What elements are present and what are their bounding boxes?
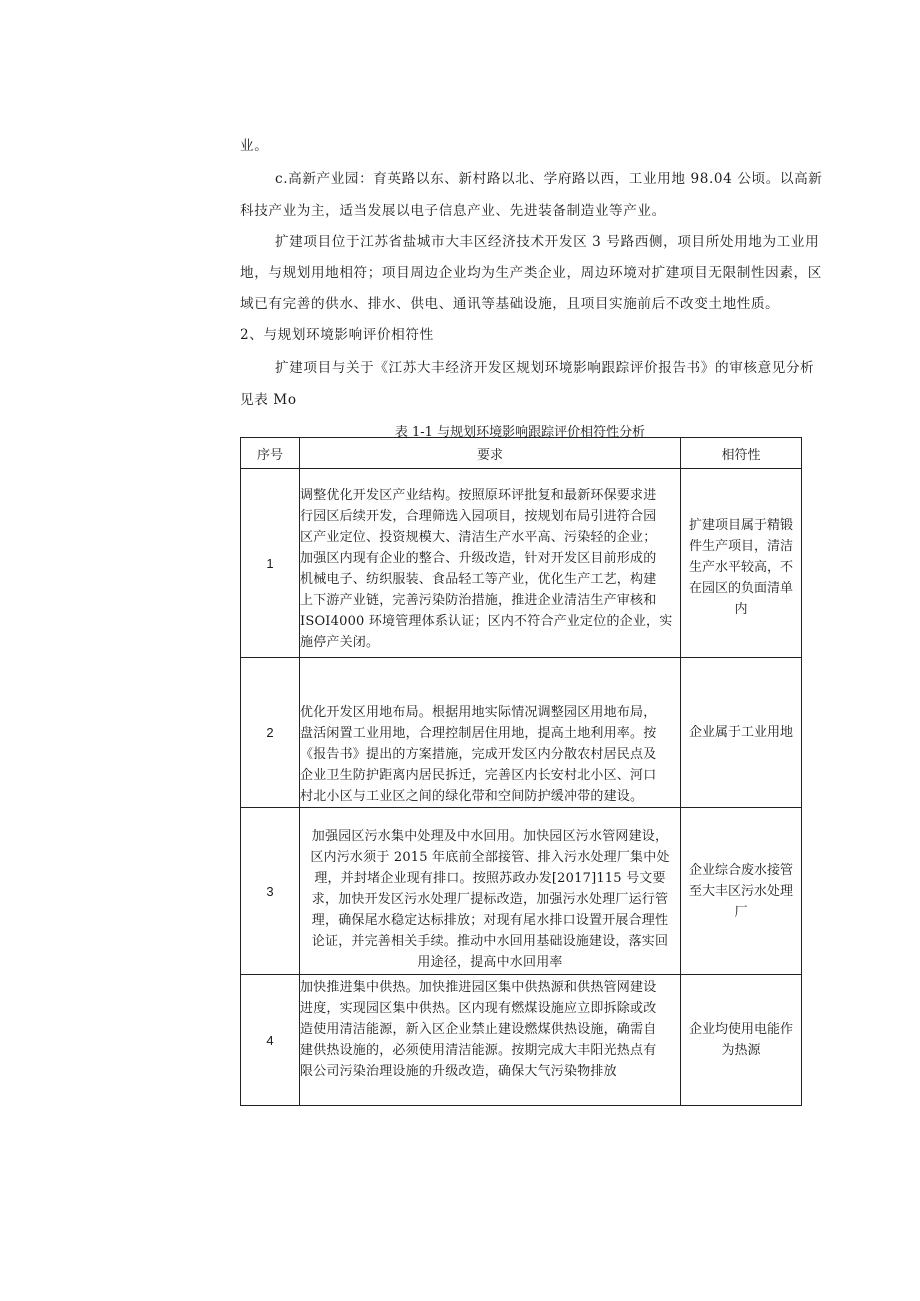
compliance-line: 厂 xyxy=(734,904,748,920)
header-no: 序号 xyxy=(241,438,300,469)
requirement-line: 理，并封堵企业现有排口。按照苏政办发[2017]115 号文要 xyxy=(314,871,666,886)
table-row xyxy=(241,975,802,1106)
requirement-line: 调整优化开发区产业结构。按照原环评批复和最新环保要求进 xyxy=(300,488,657,503)
paragraph-line: c.高新产业园：育英路以东、新村路以北、学府路以西，工业用地 98.04 公顷。以高新 xyxy=(275,171,823,187)
requirement-line: 造使用清洁能源，新入区企业禁止建设燃煤供热设施，确需自 xyxy=(300,1022,657,1037)
table-header-row xyxy=(241,438,802,469)
requirement-line: 用途径，提高中水回用率 xyxy=(417,955,563,970)
table-row xyxy=(241,808,802,975)
paragraph-line: 扩建项目与关于《江苏大丰经济开发区规划环境影响跟踪评价报告书》的审核意见分析 xyxy=(275,360,815,376)
compliance-cell xyxy=(681,808,802,975)
compliance-cell xyxy=(681,658,802,808)
paragraph-line: 域已有完善的供水、排水、供电、通讯等基础设施，且项目实施前后不改变土地性质。 xyxy=(240,296,780,312)
requirement-cell xyxy=(300,975,681,1106)
requirement-line: 加强园区污水集中处理及中水回用。加快园区污水管网建设， xyxy=(311,829,669,844)
requirement-line: ISOI4000 环境管理体系认证；区内不符合产业定位的企业，实 xyxy=(300,614,673,629)
requirement-line: 限公司污染治理设施的升级改造，确保大气污染物排放 xyxy=(300,1064,617,1079)
requirement-line: 加强区内现有企业的整合、升级改造，针对开发区目前形成的 xyxy=(300,551,657,566)
compliance-line: 生产水平较高，不 xyxy=(688,560,793,575)
requirement-line: 村北小区与工业区之间的绿化带和空间防护缓冲带的建设。 xyxy=(300,789,644,804)
requirement-line: 区内污水须于 2015 年底前全部接管、排入污水处理厂集中处 xyxy=(310,850,670,865)
requirement-line: 进度，实现园区集中供热。区内现有燃煤设施应立即拆除或改 xyxy=(300,1001,657,1016)
paragraph-line: 业。 xyxy=(240,138,269,154)
section-heading: 2、与规划环境影响评价相符性 xyxy=(240,327,434,343)
requirement-line: 企业卫生防护距离内居民拆迁，完善区内长安村北小区、河口 xyxy=(300,768,657,783)
table-caption: 表 1-1 与规划环境影响跟踪评价相符性分析 xyxy=(394,425,646,440)
header-compliance: 相符性 xyxy=(681,438,802,469)
requirement-line: 理，确保尾水稳定达标排放；对现有尾水排口设置开展合理性 xyxy=(311,913,669,928)
header-requirement: 要求 xyxy=(300,438,681,469)
table-row xyxy=(241,658,802,808)
requirement-line: 《报告书》提出的方案措施，完成开发区内分散农村居民点及 xyxy=(300,747,657,762)
requirement-cell xyxy=(300,469,681,658)
paragraph-line: 科技产业为主，适当发展以电子信息产业、先进装备制造业等产业。 xyxy=(240,203,666,219)
compliance-cell xyxy=(681,469,802,658)
compliance-line: 企业属于工业用地 xyxy=(688,725,793,740)
paragraph-line: 地，与规划用地相符；项目周边企业均为生产类企业，周边环境对扩建项目无限制性因素，区 xyxy=(240,265,822,281)
paragraph-line: 见表 Mo xyxy=(240,392,297,408)
table-row xyxy=(241,469,802,658)
compliance-line: 企业综合废水接管 xyxy=(688,862,793,878)
requirement-line: 区产业定位、投资规模大、清洁生产水平高、污染轻的企业； xyxy=(300,530,657,545)
compliance-line: 至大丰区污水处理 xyxy=(688,883,793,899)
compliance-line: 企业均使用电能作 xyxy=(688,1022,793,1037)
requirement-cell xyxy=(300,658,681,808)
compliance-line: 内 xyxy=(734,602,748,617)
compliance-line: 扩建项目属于精锻 xyxy=(688,518,793,533)
compliance-line: 件生产项目，清洁 xyxy=(688,539,793,554)
requirement-line: 机械电子、纺织服装、食品轻工等产业，优化生产工艺，构建 xyxy=(300,572,657,587)
requirement-line: 上下游产业链，完善污染防治措施，推进企业清洁生产审核和 xyxy=(300,593,657,608)
compliance-line: 为热源 xyxy=(721,1043,761,1058)
requirement-line: 优化开发区用地布局。根据用地实际情况调整园区用地布局， xyxy=(300,705,657,720)
row-number: 2 xyxy=(241,658,300,808)
paragraph-line: 扩建项目位于江苏省盐城市大丰区经济技术开发区 3 号路西侧，项目所处用地为工业用 xyxy=(275,234,820,250)
requirement-line: 盘活闲置工业用地，合理控制居住用地，提高土地利用率。按 xyxy=(300,726,657,741)
row-number: 3 xyxy=(241,808,300,975)
requirement-line: 求，加快开发区污水处理厂提标改造，加强污水处理厂运行管 xyxy=(311,892,669,907)
requirement-line: 施停产关闭。 xyxy=(300,635,380,650)
compliance-line: 在园区的负面清单 xyxy=(688,581,793,596)
requirement-line: 论证，并完善相关手续。推动中水回用基础设施建设，落实回 xyxy=(311,934,669,949)
row-number: 1 xyxy=(241,469,300,658)
requirement-line: 加快推进集中供热。加快推进园区集中供热源和供热管网建设 xyxy=(300,980,657,995)
row-number: 4 xyxy=(241,975,300,1106)
requirement-line: 建供热设施的，必须使用清洁能源。按期完成大丰阳光热点有 xyxy=(300,1043,657,1058)
compliance-table xyxy=(240,437,802,1106)
requirement-cell xyxy=(300,808,681,975)
compliance-cell xyxy=(681,975,802,1106)
requirement-line: 行园区后续开发，合理筛选入园项目，按规划布局引进符合园 xyxy=(300,509,657,524)
